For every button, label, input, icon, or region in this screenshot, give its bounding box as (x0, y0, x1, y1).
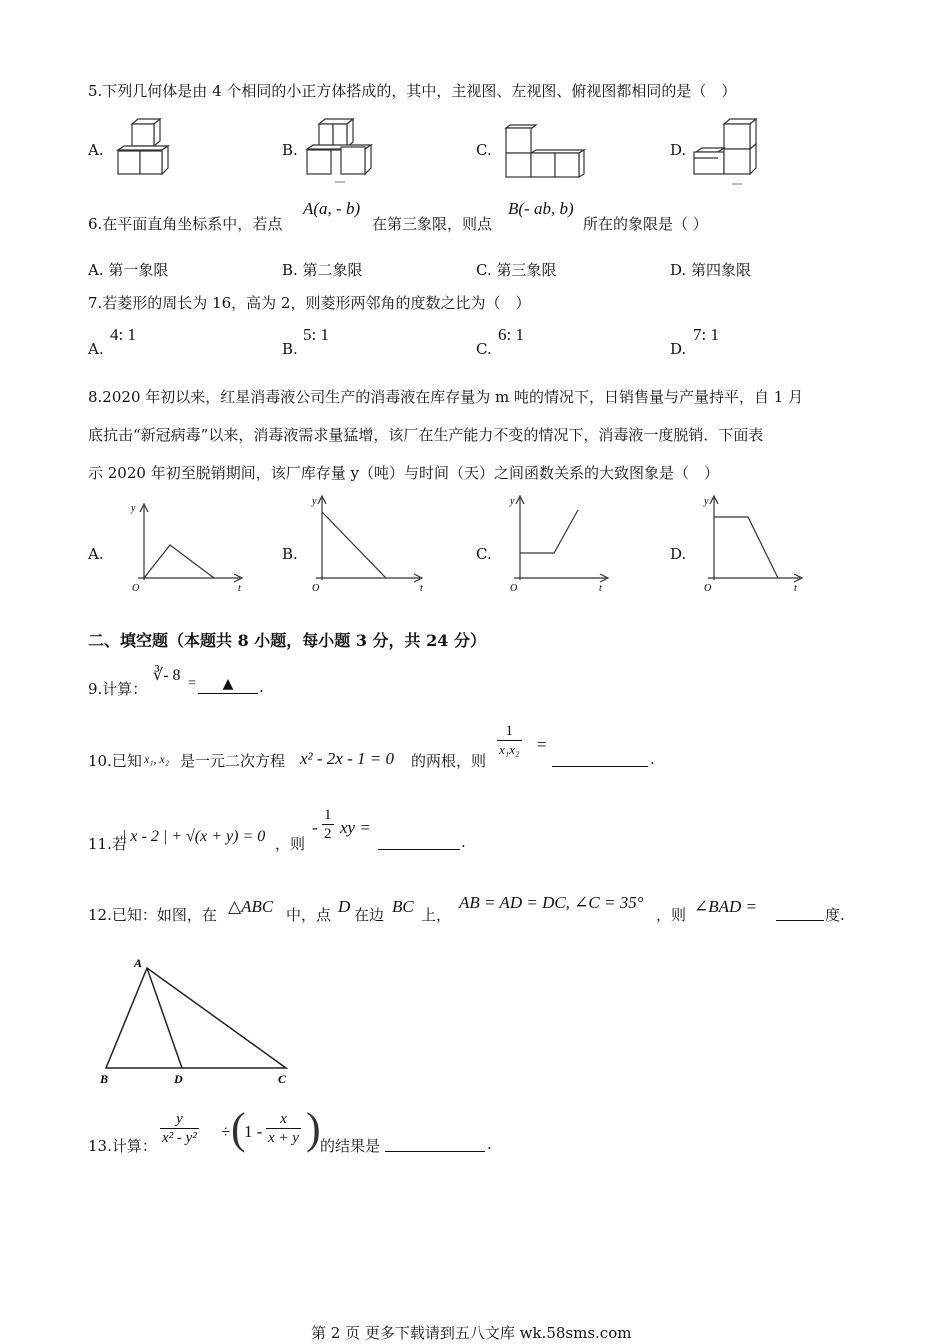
q6-mid: 在第三象限，则点 (372, 215, 493, 233)
q9-answer-blank[interactable]: ▲ (198, 676, 258, 694)
q8-line3: 示 2020 年初至脱销期间，该厂库存量 y（吨）与时间（天）之间函数关系的大致图象是（ ） (88, 464, 719, 482)
q8-c-origin-label: O (510, 583, 518, 594)
q5-figure-a (118, 118, 178, 180)
q5-text: 5.下列几何体是由 4 个相同的小正方体搭成的，其中，主视图、左视图、俯视图都相同的是（ ） (88, 82, 737, 100)
q8-graph-d (700, 490, 810, 596)
q7-ratio-d: 7: 1 (693, 325, 719, 344)
q12-mid2: 在边 (354, 906, 385, 924)
q5-option-c: C. (476, 141, 492, 159)
q8-d-origin-label: O (704, 583, 712, 594)
q8-option-b: B. (282, 545, 298, 563)
q9-expr: ∛- 8 (153, 667, 181, 684)
q8-b-t-label: t (420, 583, 423, 594)
q13-one: 1 - (244, 1122, 263, 1141)
q10-prefix: 10.已知 (88, 752, 142, 770)
q10-frac-num: 1 (497, 722, 522, 741)
q10-end: . (650, 750, 655, 768)
q5-option-b: B. (282, 141, 298, 159)
q8-c-y-label: y (510, 496, 515, 507)
q11-fraction (322, 806, 334, 843)
q13-f1-num: y (160, 1110, 199, 1129)
q12-mid1: 中，点 (286, 906, 332, 924)
q8-c-t-label: t (599, 583, 602, 594)
q9-end: . (259, 678, 264, 696)
q12-mid4: ，则 (656, 906, 687, 924)
q13-answer-blank[interactable] (385, 1135, 485, 1152)
q11-neg: - (312, 818, 318, 837)
q8-line2: 底抗击“新冠病毒”以来，消毒液需求量猛增，该厂在生产能力不变的情况下，消毒液一度脱销．下面表 (88, 426, 764, 444)
q12-triangle-figure (96, 950, 296, 1090)
q5-option-a: A. (88, 141, 104, 159)
q10-vars: x₁, x₂ (144, 752, 169, 766)
q8-b-y-label: y (312, 496, 317, 507)
q7-option-b: B. (282, 340, 298, 358)
q8-d-t-label: t (794, 583, 797, 594)
q13-fraction2 (266, 1110, 301, 1147)
q12-prefix: 12.已知：如图，在 (88, 906, 217, 924)
q12-triangle: △ABC (228, 897, 274, 916)
q13-end: . (487, 1135, 492, 1153)
q12-side: BC (392, 897, 414, 916)
q13-fraction1 (160, 1110, 199, 1147)
q6-option-d: D. 第四象限 (670, 261, 752, 279)
q7-text: 7.若菱形的周长为 16，高为 2，则菱形两邻角的度数之比为（ ） (88, 294, 531, 312)
q6-option-c: C. 第三象限 (476, 261, 557, 279)
q8-graph-a (118, 496, 248, 596)
q12-condition: AB = AD = DC, ∠C = 35° (459, 893, 644, 912)
q12-mid3: 上， (421, 906, 452, 924)
q13-suffix: 的结果是 (320, 1137, 381, 1155)
q8-a-t-label: t (238, 583, 241, 594)
q7-ratio-c: 6: 1 (498, 325, 524, 344)
q6-option-a: A. 第一象限 (88, 261, 169, 279)
q11-frac-den: 2 (324, 826, 332, 842)
q10-mid: 是一元二次方程 (180, 752, 286, 770)
q12-label-d: D (174, 1072, 183, 1086)
q12-label-b: B (100, 1072, 109, 1086)
q9-eq: = (188, 676, 196, 691)
q11-expr: | x - 2 | + √(x + y) = 0 (122, 828, 266, 845)
q13-f2-num: x (266, 1110, 301, 1129)
q12-point-d: D (338, 897, 351, 916)
q10-eq: = (537, 735, 547, 754)
q12-answer-blank[interactable] (776, 904, 824, 921)
q12-angle: ∠BAD = (694, 897, 758, 916)
q10-frac-den: x₁x₂ (499, 742, 520, 757)
q11-frac-num: 1 (324, 807, 332, 823)
q8-line1: 8.2020 年初以来，红星消毒液公司生产的消毒液在库存量为 m 吨的情况下，日销售量与产量持平，自 1 月 (88, 388, 804, 406)
q10-equation: x² - 2x - 1 = 0 (300, 749, 394, 768)
q8-a-y-label: y (131, 503, 136, 514)
q8-graph-b (310, 490, 440, 596)
q13-f1-den: x² - y² (162, 1130, 197, 1146)
q7-option-a: A. (88, 340, 104, 358)
q6-point-b: B(- ab, b) (508, 199, 574, 218)
q13-prefix: 13.计算： (88, 1137, 157, 1155)
q8-d-y-label: y (704, 496, 709, 507)
q7-ratio-a: 4: 1 (110, 325, 136, 344)
q10-answer-blank[interactable] (552, 750, 648, 767)
q7-option-d: D. (670, 340, 687, 358)
q6-suffix: 所在的象限是（ ） (583, 215, 708, 233)
q10-fraction (497, 722, 522, 759)
q11-prefix: 11.若 (88, 835, 127, 853)
q5-figure-d (692, 118, 762, 186)
q7-ratio-b: 5: 1 (303, 325, 329, 344)
q8-option-a: A. (88, 545, 104, 563)
q6-prefix: 6.在平面直角坐标系中，若点 (88, 215, 283, 233)
q12-end: 度. (825, 906, 845, 924)
q8-a-origin-label: O (132, 583, 140, 594)
page-footer: 第 2 页 更多下载请到五八文库 wk.58sms.com (311, 1324, 632, 1342)
q5-figure-c (506, 124, 586, 180)
q6-point-a: A(a, - b) (303, 199, 361, 218)
q10-mid2: 的两根，则 (411, 752, 487, 770)
q13-divide: ÷ (221, 1122, 231, 1141)
q5-figure-b (307, 118, 377, 184)
q5-option-d: D. (670, 141, 687, 159)
q13-f2-den: x + y (268, 1130, 299, 1146)
q8-b-origin-label: O (312, 583, 320, 594)
q7-option-c: C. (476, 340, 492, 358)
q11-xy: xy = (340, 818, 371, 837)
q13-left-paren: ( (231, 1104, 246, 1153)
q12-label-a: A (134, 956, 143, 970)
q11-end: . (461, 833, 466, 851)
section2-heading: 二、填空题（本题共 8 小题，每小题 3 分，共 24 分） (88, 631, 486, 650)
q12-label-c: C (278, 1072, 287, 1086)
q8-graph-c (506, 490, 616, 596)
q9-prefix: 9.计算： (88, 680, 148, 698)
q8-option-d: D. (670, 545, 687, 563)
q11-answer-blank[interactable] (378, 833, 460, 850)
q13-right-paren: ) (306, 1104, 321, 1153)
q6-option-b: B. 第二象限 (282, 261, 363, 279)
q8-option-c: C. (476, 545, 492, 563)
q11-mid: ，则 (275, 835, 306, 853)
